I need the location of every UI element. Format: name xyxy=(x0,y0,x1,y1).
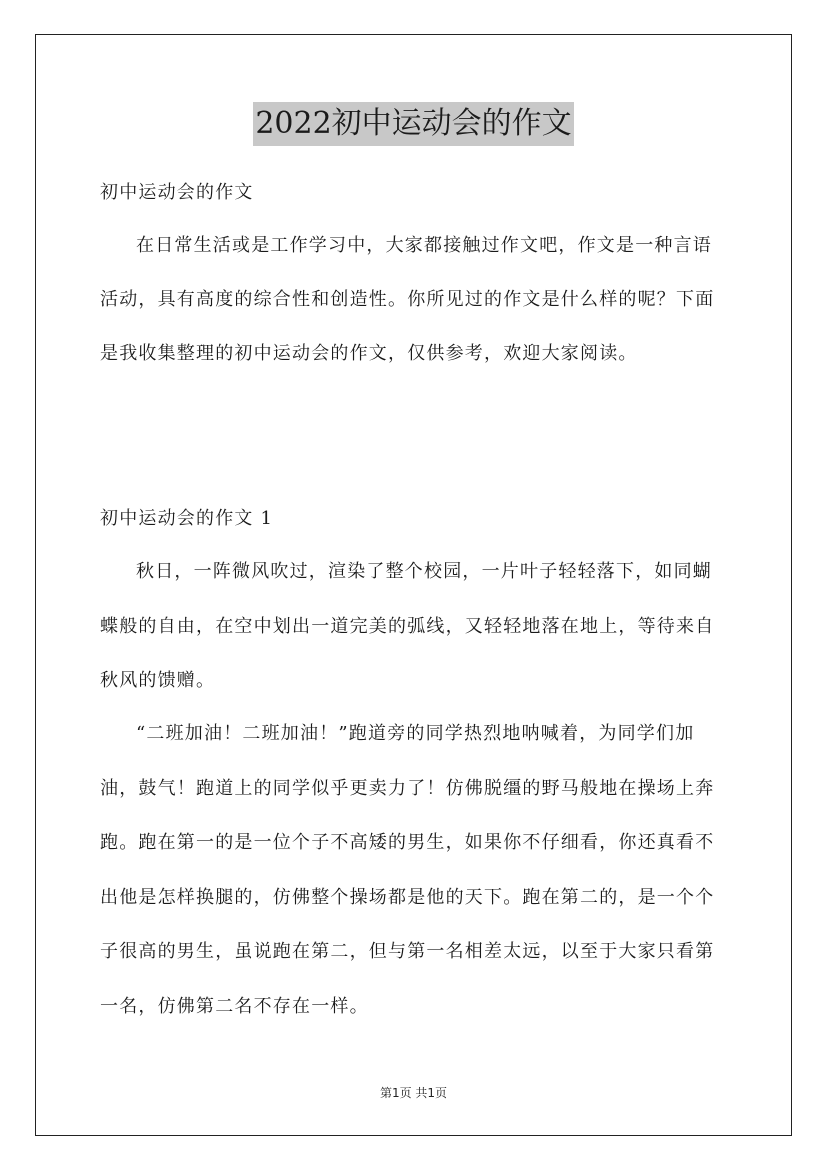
page-footer: 第1页 共1页 xyxy=(379,1086,448,1100)
document-title xyxy=(0,100,827,144)
section-heading: 初中运动会的作文 1 xyxy=(100,508,274,529)
paragraph-1: 秋日，一阵微风吹过，渲染了整个校园，一片叶子轻轻落下，如同蝴蝶般的自由，在空中划出一道完美的弧线，又轻轻地落在地上，等待来自秋风的馈赠。 xyxy=(100,561,715,691)
paragraph-2: “二班加油！二班加油！”跑道旁的同学热烈地呐喊着，为同学们加油，鼓气！跑道上的同学似乎更卖力了！仿佛脱缰的野马般地在操场上奔跑。跑在第一的是一位个子不高矮的男生，如果你不仔细看，你还真看不出他是怎样换腿的，仿佛整个操场都是他的天下。跑在第二的，是一个个子很高的男生，虽说跑在第二，但与第一名相差太远，以至于大家只看第一名，仿佛第二名不存在一样。 xyxy=(100,723,715,1017)
subtitle: 初中运动会的作文 xyxy=(100,182,254,203)
intro-paragraph: 在日常生活或是工作学习中，大家都接触过作文吧，作文是一种言语活动，具有高度的综合性和创造性。你所见过的作文是什么样的呢？下面是我收集整理的初中运动会的作文，仅供参考，欢迎大家阅读。 xyxy=(100,235,715,364)
document-title-text: 2022初中运动会的作文 xyxy=(253,102,573,146)
